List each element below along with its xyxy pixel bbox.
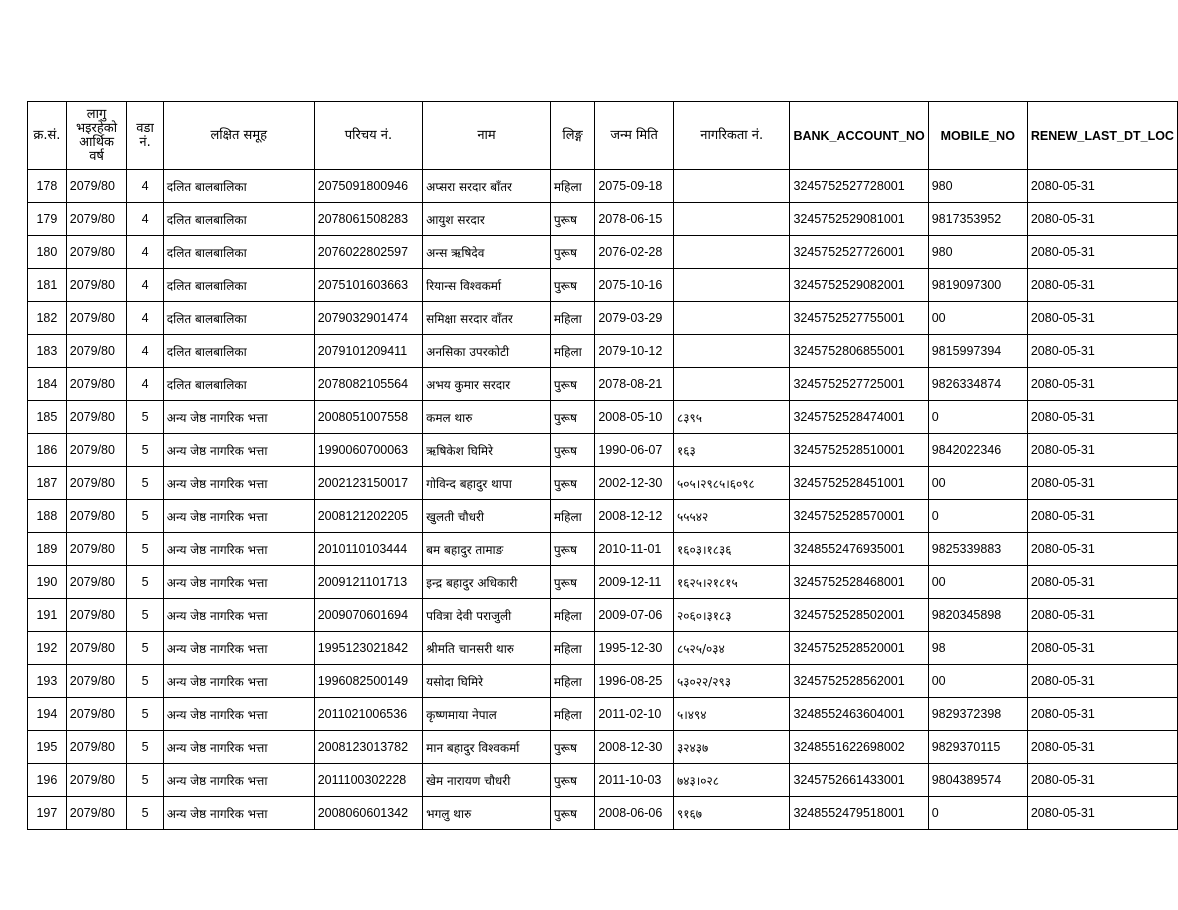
cell-mobile: 9817353952 bbox=[928, 203, 1027, 236]
cell-serial: 180 bbox=[28, 236, 67, 269]
cell-citizenship bbox=[673, 302, 789, 335]
cell-citizenship: ३२४३७ bbox=[673, 731, 789, 764]
cell-serial: 197 bbox=[28, 797, 67, 830]
col-header-name: नाम bbox=[423, 102, 551, 170]
cell-renew-date: 2080-05-31 bbox=[1027, 632, 1177, 665]
cell-id-number: 2078082105564 bbox=[314, 368, 422, 401]
cell-ward: 4 bbox=[127, 302, 163, 335]
cell-bank-account: 3248551622698002 bbox=[790, 731, 928, 764]
cell-name: भगलु थारु bbox=[423, 797, 551, 830]
table-row bbox=[28, 797, 1178, 830]
cell-id-number: 2002123150017 bbox=[314, 467, 422, 500]
cell-renew-date: 2080-05-31 bbox=[1027, 764, 1177, 797]
cell-citizenship bbox=[673, 335, 789, 368]
cell-citizenship bbox=[673, 368, 789, 401]
cell-target-group: अन्य जेष्ठ नागरिक भत्ता bbox=[163, 467, 314, 500]
cell-gender: पुरूष bbox=[550, 467, 595, 500]
cell-serial: 184 bbox=[28, 368, 67, 401]
cell-id-number: 2008051007558 bbox=[314, 401, 422, 434]
cell-bank-account: 3245752528520001 bbox=[790, 632, 928, 665]
cell-fiscal-year: 2079/80 bbox=[66, 467, 127, 500]
cell-citizenship bbox=[673, 203, 789, 236]
cell-target-group: अन्य जेष्ठ नागरिक भत्ता bbox=[163, 665, 314, 698]
cell-dob: 2002-12-30 bbox=[595, 467, 674, 500]
cell-ward: 5 bbox=[127, 401, 163, 434]
cell-fiscal-year: 2079/80 bbox=[66, 170, 127, 203]
cell-gender: पुरूष bbox=[550, 533, 595, 566]
cell-citizenship: १६२५।२१८१५ bbox=[673, 566, 789, 599]
cell-fiscal-year: 2079/80 bbox=[66, 434, 127, 467]
cell-mobile: 0 bbox=[928, 401, 1027, 434]
cell-serial: 196 bbox=[28, 764, 67, 797]
cell-target-group: अन्य जेष्ठ नागरिक भत्ता bbox=[163, 797, 314, 830]
cell-gender: महिला bbox=[550, 632, 595, 665]
cell-bank-account: 3245752528510001 bbox=[790, 434, 928, 467]
cell-serial: 185 bbox=[28, 401, 67, 434]
cell-serial: 178 bbox=[28, 170, 67, 203]
cell-renew-date: 2080-05-31 bbox=[1027, 500, 1177, 533]
cell-id-number: 2008123013782 bbox=[314, 731, 422, 764]
cell-id-number: 2010110103444 bbox=[314, 533, 422, 566]
table-row bbox=[28, 467, 1178, 500]
cell-renew-date: 2080-05-31 bbox=[1027, 566, 1177, 599]
cell-id-number: 1995123021842 bbox=[314, 632, 422, 665]
cell-renew-date: 2080-05-31 bbox=[1027, 731, 1177, 764]
cell-dob: 2075-09-18 bbox=[595, 170, 674, 203]
cell-dob: 2008-12-12 bbox=[595, 500, 674, 533]
cell-ward: 4 bbox=[127, 368, 163, 401]
beneficiary-table bbox=[27, 101, 1178, 830]
cell-serial: 194 bbox=[28, 698, 67, 731]
cell-dob: 2076-02-28 bbox=[595, 236, 674, 269]
col-header-ward: वडा नं. bbox=[127, 102, 163, 170]
table-row bbox=[28, 500, 1178, 533]
cell-renew-date: 2080-05-31 bbox=[1027, 203, 1177, 236]
cell-name: अन्स ऋषिदेव bbox=[423, 236, 551, 269]
cell-dob: 1996-08-25 bbox=[595, 665, 674, 698]
cell-ward: 4 bbox=[127, 203, 163, 236]
cell-fiscal-year: 2079/80 bbox=[66, 566, 127, 599]
cell-serial: 190 bbox=[28, 566, 67, 599]
cell-mobile: 9829372398 bbox=[928, 698, 1027, 731]
cell-target-group: अन्य जेष्ठ नागरिक भत्ता bbox=[163, 500, 314, 533]
cell-renew-date: 2080-05-31 bbox=[1027, 236, 1177, 269]
table-row bbox=[28, 170, 1178, 203]
cell-ward: 5 bbox=[127, 665, 163, 698]
cell-target-group: अन्य जेष्ठ नागरिक भत्ता bbox=[163, 599, 314, 632]
cell-name: मान बहादुर विश्वकर्मा bbox=[423, 731, 551, 764]
cell-renew-date: 2080-05-31 bbox=[1027, 170, 1177, 203]
table-row bbox=[28, 236, 1178, 269]
cell-target-group: अन्य जेष्ठ नागरिक भत्ता bbox=[163, 764, 314, 797]
cell-dob: 2008-12-30 bbox=[595, 731, 674, 764]
cell-bank-account: 3245752527755001 bbox=[790, 302, 928, 335]
cell-mobile: 98 bbox=[928, 632, 1027, 665]
cell-fiscal-year: 2079/80 bbox=[66, 632, 127, 665]
cell-fiscal-year: 2079/80 bbox=[66, 302, 127, 335]
cell-mobile: 9825339883 bbox=[928, 533, 1027, 566]
cell-dob: 2078-06-15 bbox=[595, 203, 674, 236]
cell-fiscal-year: 2079/80 bbox=[66, 731, 127, 764]
table-row bbox=[28, 599, 1178, 632]
cell-citizenship: १६३ bbox=[673, 434, 789, 467]
cell-renew-date: 2080-05-31 bbox=[1027, 269, 1177, 302]
cell-target-group: अन्य जेष्ठ नागरिक भत्ता bbox=[163, 533, 314, 566]
cell-renew-date: 2080-05-31 bbox=[1027, 599, 1177, 632]
cell-bank-account: 3245752529082001 bbox=[790, 269, 928, 302]
cell-renew-date: 2080-05-31 bbox=[1027, 665, 1177, 698]
cell-id-number: 2075091800946 bbox=[314, 170, 422, 203]
cell-ward: 5 bbox=[127, 533, 163, 566]
cell-target-group: अन्य जेष्ठ नागरिक भत्ता bbox=[163, 401, 314, 434]
cell-ward: 4 bbox=[127, 170, 163, 203]
cell-serial: 195 bbox=[28, 731, 67, 764]
table-row bbox=[28, 434, 1178, 467]
cell-gender: पुरूष bbox=[550, 731, 595, 764]
cell-mobile: 9842022346 bbox=[928, 434, 1027, 467]
cell-ward: 5 bbox=[127, 467, 163, 500]
cell-mobile: 9804389574 bbox=[928, 764, 1027, 797]
cell-name: खेम नारायण चौधरी bbox=[423, 764, 551, 797]
cell-citizenship: ५।४९४ bbox=[673, 698, 789, 731]
cell-id-number: 2008060601342 bbox=[314, 797, 422, 830]
cell-mobile: 0 bbox=[928, 797, 1027, 830]
cell-ward: 5 bbox=[127, 434, 163, 467]
cell-mobile: 9819097300 bbox=[928, 269, 1027, 302]
cell-citizenship: २०६०।३१८३ bbox=[673, 599, 789, 632]
cell-target-group: दलित बालबालिका bbox=[163, 203, 314, 236]
cell-name: श्रीमति चानसरी थारु bbox=[423, 632, 551, 665]
cell-serial: 188 bbox=[28, 500, 67, 533]
cell-serial: 189 bbox=[28, 533, 67, 566]
cell-mobile: 980 bbox=[928, 170, 1027, 203]
cell-id-number: 2009121101713 bbox=[314, 566, 422, 599]
cell-target-group: अन्य जेष्ठ नागरिक भत्ता bbox=[163, 731, 314, 764]
cell-gender: पुरूष bbox=[550, 566, 595, 599]
cell-id-number: 2078061508283 bbox=[314, 203, 422, 236]
cell-ward: 5 bbox=[127, 566, 163, 599]
cell-target-group: दलित बालबालिका bbox=[163, 302, 314, 335]
cell-dob: 1995-12-30 bbox=[595, 632, 674, 665]
cell-id-number: 1990060700063 bbox=[314, 434, 422, 467]
cell-name: पवित्रा देवी पराजुली bbox=[423, 599, 551, 632]
cell-mobile: 00 bbox=[928, 566, 1027, 599]
cell-ward: 4 bbox=[127, 236, 163, 269]
cell-renew-date: 2080-05-31 bbox=[1027, 533, 1177, 566]
cell-gender: महिला bbox=[550, 698, 595, 731]
col-header-renew-date: RENEW_LAST_DT_LOC bbox=[1027, 102, 1177, 170]
cell-id-number: 1996082500149 bbox=[314, 665, 422, 698]
cell-fiscal-year: 2079/80 bbox=[66, 203, 127, 236]
cell-dob: 2078-08-21 bbox=[595, 368, 674, 401]
cell-target-group: अन्य जेष्ठ नागरिक भत्ता bbox=[163, 434, 314, 467]
cell-mobile: 9820345898 bbox=[928, 599, 1027, 632]
cell-serial: 192 bbox=[28, 632, 67, 665]
cell-mobile: 00 bbox=[928, 665, 1027, 698]
cell-id-number: 2079101209411 bbox=[314, 335, 422, 368]
cell-dob: 2010-11-01 bbox=[595, 533, 674, 566]
cell-serial: 193 bbox=[28, 665, 67, 698]
cell-renew-date: 2080-05-31 bbox=[1027, 434, 1177, 467]
cell-fiscal-year: 2079/80 bbox=[66, 533, 127, 566]
table-row bbox=[28, 533, 1178, 566]
cell-serial: 187 bbox=[28, 467, 67, 500]
cell-citizenship: ८५२५/०३४ bbox=[673, 632, 789, 665]
cell-ward: 5 bbox=[127, 632, 163, 665]
cell-serial: 191 bbox=[28, 599, 67, 632]
cell-name: अनसिका उपरकोटी bbox=[423, 335, 551, 368]
cell-name: अप्सरा सरदार बाँतर bbox=[423, 170, 551, 203]
cell-renew-date: 2080-05-31 bbox=[1027, 335, 1177, 368]
cell-renew-date: 2080-05-31 bbox=[1027, 698, 1177, 731]
cell-mobile: 00 bbox=[928, 302, 1027, 335]
cell-citizenship: ९१६७ bbox=[673, 797, 789, 830]
cell-ward: 5 bbox=[127, 698, 163, 731]
cell-bank-account: 3245752527728001 bbox=[790, 170, 928, 203]
cell-bank-account: 3245752529081001 bbox=[790, 203, 928, 236]
cell-mobile: 0 bbox=[928, 500, 1027, 533]
cell-serial: 183 bbox=[28, 335, 67, 368]
table-row bbox=[28, 632, 1178, 665]
cell-ward: 5 bbox=[127, 764, 163, 797]
cell-bank-account: 3248552463604001 bbox=[790, 698, 928, 731]
table-row bbox=[28, 665, 1178, 698]
cell-fiscal-year: 2079/80 bbox=[66, 665, 127, 698]
col-header-gender: लिङ्ग bbox=[550, 102, 595, 170]
cell-bank-account: 3245752528468001 bbox=[790, 566, 928, 599]
table-row bbox=[28, 302, 1178, 335]
cell-gender: पुरूष bbox=[550, 764, 595, 797]
cell-id-number: 2079032901474 bbox=[314, 302, 422, 335]
cell-fiscal-year: 2079/80 bbox=[66, 500, 127, 533]
cell-fiscal-year: 2079/80 bbox=[66, 236, 127, 269]
cell-bank-account: 3245752527726001 bbox=[790, 236, 928, 269]
cell-citizenship: ८३९५ bbox=[673, 401, 789, 434]
cell-name: खुलती चौधरी bbox=[423, 500, 551, 533]
cell-citizenship: ५५५४२ bbox=[673, 500, 789, 533]
cell-serial: 181 bbox=[28, 269, 67, 302]
cell-gender: महिला bbox=[550, 170, 595, 203]
cell-bank-account: 3245752806855001 bbox=[790, 335, 928, 368]
cell-name: बम बहादुर तामाङ bbox=[423, 533, 551, 566]
cell-citizenship: ५३०२२/२९३ bbox=[673, 665, 789, 698]
cell-name: गोविन्द बहादुर थापा bbox=[423, 467, 551, 500]
cell-bank-account: 3248552479518001 bbox=[790, 797, 928, 830]
header-row bbox=[28, 102, 1178, 170]
cell-mobile: 9815997394 bbox=[928, 335, 1027, 368]
cell-citizenship: ७४३।०२८ bbox=[673, 764, 789, 797]
cell-target-group: अन्य जेष्ठ नागरिक भत्ता bbox=[163, 566, 314, 599]
table-row bbox=[28, 698, 1178, 731]
cell-name: यसोदा घिमिरे bbox=[423, 665, 551, 698]
cell-gender: पुरूष bbox=[550, 368, 595, 401]
cell-renew-date: 2080-05-31 bbox=[1027, 401, 1177, 434]
table-row bbox=[28, 368, 1178, 401]
cell-gender: महिला bbox=[550, 599, 595, 632]
cell-target-group: दलित बालबालिका bbox=[163, 269, 314, 302]
cell-gender: महिला bbox=[550, 500, 595, 533]
cell-name: आयुश सरदार bbox=[423, 203, 551, 236]
cell-mobile: 9826334874 bbox=[928, 368, 1027, 401]
cell-bank-account: 3248552476935001 bbox=[790, 533, 928, 566]
cell-citizenship: १६०३।१८३६ bbox=[673, 533, 789, 566]
cell-fiscal-year: 2079/80 bbox=[66, 797, 127, 830]
cell-dob: 2008-05-10 bbox=[595, 401, 674, 434]
cell-gender: पुरूष bbox=[550, 269, 595, 302]
cell-dob: 2009-12-11 bbox=[595, 566, 674, 599]
col-header-dob: जन्म मिति bbox=[595, 102, 674, 170]
cell-gender: महिला bbox=[550, 335, 595, 368]
cell-citizenship bbox=[673, 170, 789, 203]
cell-renew-date: 2080-05-31 bbox=[1027, 368, 1177, 401]
cell-fiscal-year: 2079/80 bbox=[66, 698, 127, 731]
cell-gender: पुरूष bbox=[550, 236, 595, 269]
cell-dob: 2079-03-29 bbox=[595, 302, 674, 335]
table-row bbox=[28, 269, 1178, 302]
cell-id-number: 2008121202205 bbox=[314, 500, 422, 533]
cell-bank-account: 3245752528474001 bbox=[790, 401, 928, 434]
cell-target-group: अन्य जेष्ठ नागरिक भत्ता bbox=[163, 698, 314, 731]
col-header-citizenship: नागरिकता नं. bbox=[673, 102, 789, 170]
cell-bank-account: 3245752528570001 bbox=[790, 500, 928, 533]
cell-target-group: अन्य जेष्ठ नागरिक भत्ता bbox=[163, 632, 314, 665]
cell-renew-date: 2080-05-31 bbox=[1027, 467, 1177, 500]
cell-mobile: 00 bbox=[928, 467, 1027, 500]
cell-target-group: दलित बालबालिका bbox=[163, 335, 314, 368]
cell-id-number: 2011021006536 bbox=[314, 698, 422, 731]
cell-bank-account: 3245752528502001 bbox=[790, 599, 928, 632]
cell-fiscal-year: 2079/80 bbox=[66, 401, 127, 434]
cell-target-group: दलित बालबालिका bbox=[163, 170, 314, 203]
cell-gender: पुरूष bbox=[550, 401, 595, 434]
cell-bank-account: 3245752661433001 bbox=[790, 764, 928, 797]
cell-name: अभय कुमार सरदार bbox=[423, 368, 551, 401]
cell-bank-account: 3245752527725001 bbox=[790, 368, 928, 401]
table-row bbox=[28, 335, 1178, 368]
cell-bank-account: 3245752528562001 bbox=[790, 665, 928, 698]
cell-serial: 182 bbox=[28, 302, 67, 335]
cell-name: कृष्णमाया नेपाल bbox=[423, 698, 551, 731]
cell-dob: 2009-07-06 bbox=[595, 599, 674, 632]
cell-ward: 5 bbox=[127, 599, 163, 632]
cell-gender: महिला bbox=[550, 302, 595, 335]
table-row bbox=[28, 764, 1178, 797]
cell-dob: 2075-10-16 bbox=[595, 269, 674, 302]
col-header-fiscal-year: लागु भइरहेको आर्थिक वर्ष bbox=[66, 102, 127, 170]
cell-dob: 2008-06-06 bbox=[595, 797, 674, 830]
cell-gender: पुरूष bbox=[550, 434, 595, 467]
cell-ward: 5 bbox=[127, 797, 163, 830]
cell-name: ऋषिकेश घिमिरे bbox=[423, 434, 551, 467]
cell-name: रियान्स विश्वकर्मा bbox=[423, 269, 551, 302]
cell-mobile: 980 bbox=[928, 236, 1027, 269]
cell-ward: 5 bbox=[127, 500, 163, 533]
table-row bbox=[28, 566, 1178, 599]
cell-fiscal-year: 2079/80 bbox=[66, 764, 127, 797]
cell-renew-date: 2080-05-31 bbox=[1027, 797, 1177, 830]
cell-gender: पुरूष bbox=[550, 797, 595, 830]
cell-target-group: दलित बालबालिका bbox=[163, 368, 314, 401]
cell-fiscal-year: 2079/80 bbox=[66, 335, 127, 368]
cell-citizenship: ५०५।२९८५।६०९८ bbox=[673, 467, 789, 500]
cell-id-number: 2009070601694 bbox=[314, 599, 422, 632]
cell-name: समिक्षा सरदार वाँतर bbox=[423, 302, 551, 335]
cell-serial: 186 bbox=[28, 434, 67, 467]
cell-gender: पुरूष bbox=[550, 203, 595, 236]
table-row bbox=[28, 401, 1178, 434]
cell-serial: 179 bbox=[28, 203, 67, 236]
table-row bbox=[28, 203, 1178, 236]
cell-ward: 4 bbox=[127, 269, 163, 302]
cell-citizenship bbox=[673, 236, 789, 269]
cell-name: कमल थारु bbox=[423, 401, 551, 434]
cell-name: इन्द्र बहादुर अधिकारी bbox=[423, 566, 551, 599]
cell-dob: 1990-06-07 bbox=[595, 434, 674, 467]
col-header-target-group: लक्षित समूह bbox=[163, 102, 314, 170]
cell-fiscal-year: 2079/80 bbox=[66, 269, 127, 302]
cell-fiscal-year: 2079/80 bbox=[66, 368, 127, 401]
cell-dob: 2011-10-03 bbox=[595, 764, 674, 797]
cell-fiscal-year: 2079/80 bbox=[66, 599, 127, 632]
col-header-id-number: परिचय नं. bbox=[314, 102, 422, 170]
col-header-serial: क्र.सं. bbox=[28, 102, 67, 170]
col-header-mobile: MOBILE_NO bbox=[928, 102, 1027, 170]
cell-dob: 2011-02-10 bbox=[595, 698, 674, 731]
cell-id-number: 2075101603663 bbox=[314, 269, 422, 302]
cell-ward: 5 bbox=[127, 731, 163, 764]
table-body bbox=[28, 170, 1178, 830]
cell-id-number: 2076022802597 bbox=[314, 236, 422, 269]
cell-bank-account: 3245752528451001 bbox=[790, 467, 928, 500]
cell-citizenship bbox=[673, 269, 789, 302]
cell-renew-date: 2080-05-31 bbox=[1027, 302, 1177, 335]
cell-gender: महिला bbox=[550, 665, 595, 698]
cell-ward: 4 bbox=[127, 335, 163, 368]
table-row bbox=[28, 731, 1178, 764]
cell-mobile: 9829370115 bbox=[928, 731, 1027, 764]
cell-dob: 2079-10-12 bbox=[595, 335, 674, 368]
col-header-bank-account: BANK_ACCOUNT_NO bbox=[790, 102, 928, 170]
cell-target-group: दलित बालबालिका bbox=[163, 236, 314, 269]
cell-id-number: 2011100302228 bbox=[314, 764, 422, 797]
